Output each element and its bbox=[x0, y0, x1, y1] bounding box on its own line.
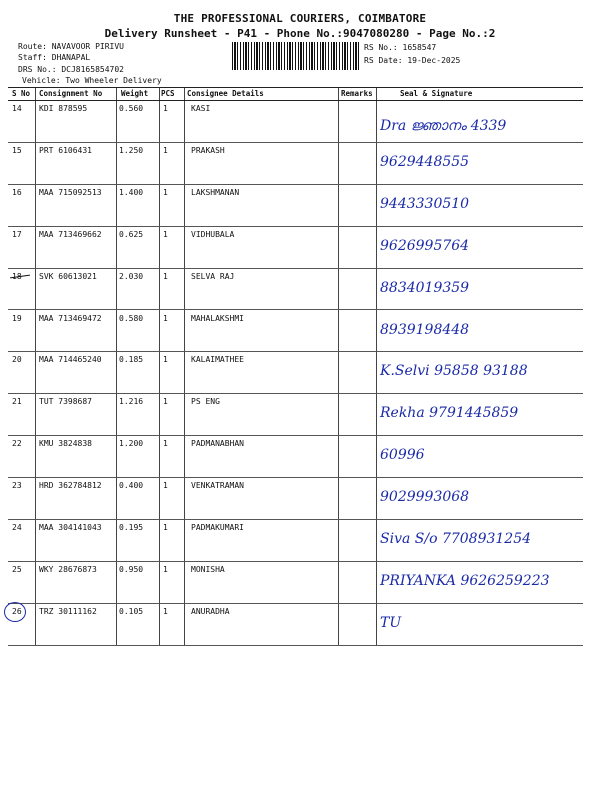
col-weight: Weight bbox=[121, 89, 149, 98]
row-pcs: 1 bbox=[163, 104, 168, 113]
handwritten-signature: TU bbox=[380, 614, 402, 631]
handwritten-signature: 9029993068 bbox=[380, 489, 470, 506]
route-label: Route: NAVAVOOR PIRIVU bbox=[18, 42, 124, 51]
row-pcs: 1 bbox=[163, 187, 168, 197]
row-consignee: KASI bbox=[191, 104, 211, 113]
row-sno: 26 bbox=[12, 606, 22, 616]
row-sno: 14 bbox=[12, 104, 22, 113]
table-row bbox=[8, 268, 583, 311]
row-pcs: 1 bbox=[163, 229, 168, 239]
row-pcs: 1 bbox=[163, 606, 168, 616]
row-sno: 21 bbox=[12, 397, 22, 407]
row-consignment: HRD 362784812 bbox=[39, 481, 102, 491]
row-weight: 1.216 bbox=[119, 397, 144, 407]
row-weight: 1.250 bbox=[119, 145, 144, 155]
row-consignment: TUT 7398687 bbox=[39, 397, 92, 407]
drs-label: DRS No.: DCJ8165854702 bbox=[18, 65, 124, 74]
row-consignment: MAA 714465240 bbox=[39, 355, 102, 365]
col-remarks: Remarks bbox=[341, 89, 373, 98]
table-row bbox=[8, 519, 583, 562]
table-row bbox=[8, 142, 583, 185]
row-sno: 20 bbox=[12, 355, 22, 365]
row-consignee: MAHALAKSHMI bbox=[191, 313, 244, 323]
handwritten-signature: Dra ജ്ഞാനം 4339 bbox=[380, 118, 507, 134]
row-consignment: MAA 304141043 bbox=[39, 523, 102, 532]
table-row bbox=[8, 310, 583, 353]
row-consignee: ANURADHA bbox=[191, 606, 230, 616]
row-sno: 25 bbox=[12, 564, 22, 574]
row-consignment: KDI 878595 bbox=[39, 104, 88, 113]
row-consignee: MONISHA bbox=[191, 564, 225, 574]
table-row bbox=[8, 100, 583, 143]
row-sno: 15 bbox=[12, 145, 22, 155]
rs-number: RS No.: 1658547 bbox=[364, 43, 437, 52]
runsheet-subtitle: Delivery Runsheet - P41 - Phone No.:9047080280 - Page No.:2 bbox=[104, 27, 496, 40]
handwritten-signature: K.Selvi 95858 93188 bbox=[380, 363, 528, 380]
row-consignment: KMU 3824838 bbox=[39, 439, 92, 449]
col-seal: Seal & Signature bbox=[400, 89, 473, 98]
table-row bbox=[8, 477, 583, 520]
vehicle-label: Vehicle: Two Wheeler Delivery bbox=[22, 76, 162, 85]
row-weight: 0.580 bbox=[119, 313, 144, 323]
row-pcs: 1 bbox=[163, 481, 168, 491]
row-pcs: 1 bbox=[163, 439, 168, 449]
col-pcs: PCS bbox=[161, 89, 175, 98]
row-pcs: 1 bbox=[163, 523, 168, 532]
row-sno: 23 bbox=[12, 481, 22, 491]
table-row bbox=[8, 603, 583, 646]
row-sno: 22 bbox=[12, 439, 22, 449]
row-consignment: MAA 713469472 bbox=[39, 313, 102, 323]
row-weight: 2.030 bbox=[119, 271, 144, 281]
company-title: THE PROFESSIONAL COURIERS, COIMBATORE bbox=[173, 12, 427, 25]
row-sno: 24 bbox=[12, 523, 22, 532]
row-consignee: PADMANABHAN bbox=[191, 439, 244, 449]
row-sno: 16 bbox=[12, 187, 22, 197]
row-pcs: 1 bbox=[163, 564, 168, 574]
row-consignment: SVK 60613021 bbox=[39, 271, 97, 281]
row-consignee: KALAIMATHEE bbox=[191, 355, 244, 365]
handwritten-signature: PRIYANKA 9626259223 bbox=[380, 572, 550, 589]
table-row bbox=[8, 435, 583, 478]
handwritten-signature: 8939198448 bbox=[380, 321, 470, 338]
row-consignee: PS ENG bbox=[191, 397, 220, 407]
row-pcs: 1 bbox=[163, 271, 168, 281]
row-consignee: VENKATRAMAN bbox=[191, 481, 244, 491]
row-weight: 0.625 bbox=[119, 229, 144, 239]
row-pcs: 1 bbox=[163, 313, 168, 323]
handwritten-signature: Rekha 9791445859 bbox=[380, 405, 519, 422]
row-weight: 0.950 bbox=[119, 564, 144, 574]
handwritten-signature: 8834019359 bbox=[380, 279, 470, 296]
table-row bbox=[8, 184, 583, 227]
row-pcs: 1 bbox=[163, 145, 168, 155]
runsheet-table bbox=[8, 87, 583, 646]
rs-date: RS Date: 19-Dec-2025 bbox=[364, 56, 461, 65]
row-weight: 0.105 bbox=[119, 606, 144, 616]
handwritten-signature: Siva S/o 7708931254 bbox=[380, 531, 532, 547]
row-weight: 0.560 bbox=[119, 104, 144, 113]
handwritten-signature: 9626995764 bbox=[380, 237, 470, 254]
table-row bbox=[8, 226, 583, 269]
row-consignee: LAKSHMANAN bbox=[191, 187, 240, 197]
row-pcs: 1 bbox=[163, 397, 168, 407]
handwritten-signature: 9629448555 bbox=[380, 153, 470, 170]
col-consignee: Consignee Details bbox=[187, 89, 264, 98]
row-pcs: 1 bbox=[163, 355, 168, 365]
handwritten-signature: 9443330510 bbox=[380, 195, 470, 212]
row-weight: 0.195 bbox=[119, 523, 144, 532]
row-consignee: SELVA RAJ bbox=[191, 271, 235, 281]
row-consignee: PADMAKUMARI bbox=[191, 523, 244, 532]
row-consignment: MAA 713469662 bbox=[39, 229, 102, 239]
row-consignee: PRAKASH bbox=[191, 145, 225, 155]
handwritten-signature: 60996 bbox=[380, 447, 425, 464]
row-consignment: PRT 6106431 bbox=[39, 145, 92, 155]
table-row bbox=[8, 393, 583, 436]
col-sno: S No bbox=[12, 89, 31, 98]
row-consignee: VIDHUBALA bbox=[191, 229, 235, 239]
barcode bbox=[232, 42, 360, 70]
circle-mark bbox=[4, 602, 26, 622]
row-weight: 0.185 bbox=[119, 355, 144, 365]
col-consignment: Consignment No bbox=[39, 89, 103, 98]
row-weight: 1.200 bbox=[119, 439, 144, 449]
table-row bbox=[8, 351, 583, 394]
row-weight: 1.400 bbox=[119, 187, 144, 197]
row-weight: 0.400 bbox=[119, 481, 144, 491]
staff-label: Staff: DHANAPAL bbox=[18, 53, 91, 62]
row-sno: 17 bbox=[12, 229, 22, 239]
row-consignment: MAA 715092513 bbox=[39, 187, 102, 197]
row-consignment: TRZ 30111162 bbox=[39, 606, 97, 616]
row-consignment: WKY 28676873 bbox=[39, 564, 97, 574]
row-sno: 19 bbox=[12, 313, 22, 323]
row-sno: 18 bbox=[12, 271, 22, 281]
table-row bbox=[8, 561, 583, 604]
